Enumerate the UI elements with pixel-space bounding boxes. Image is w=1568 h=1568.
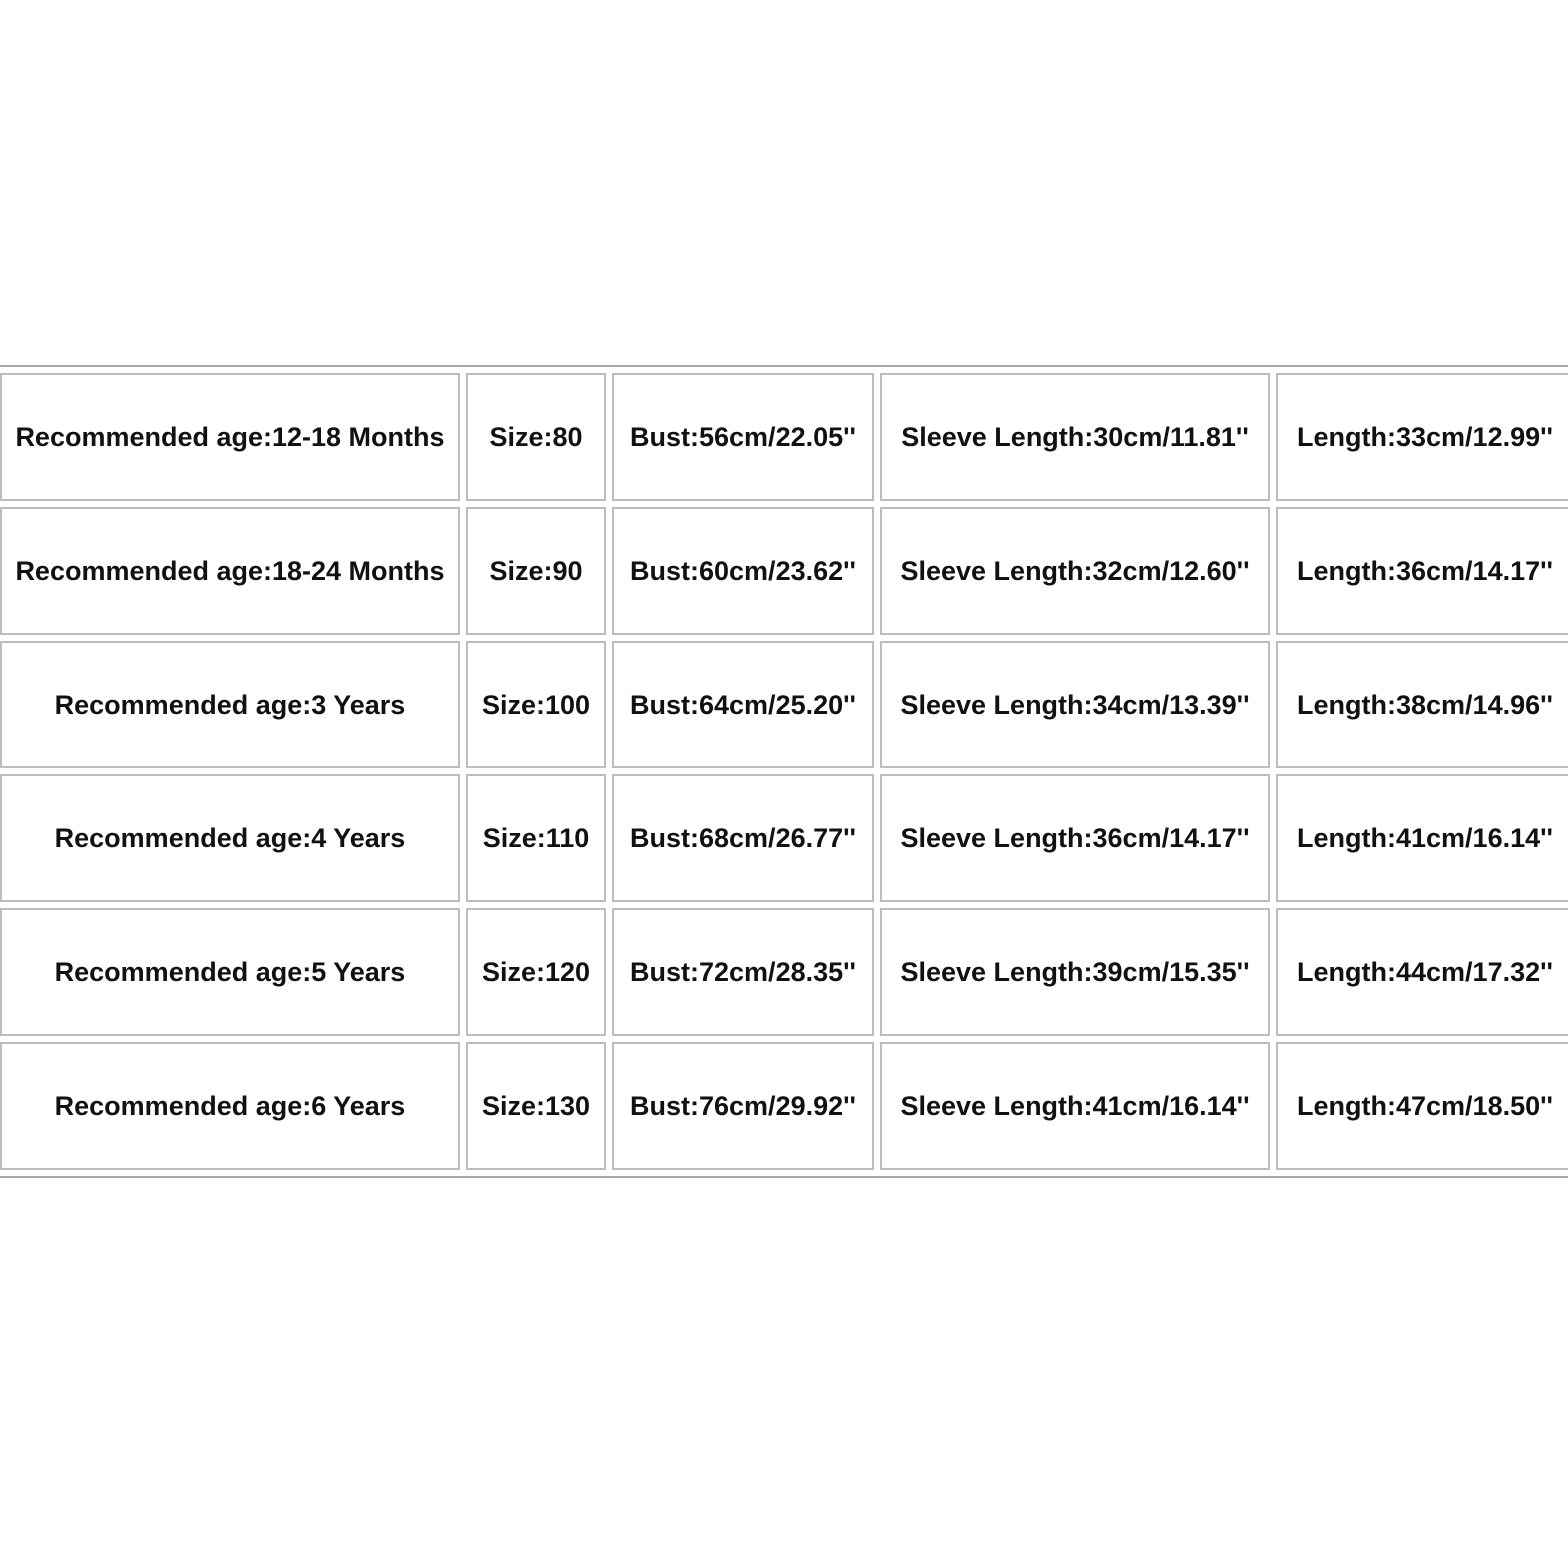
length-cell: Length:41cm/16.14'' [1276, 774, 1568, 902]
table-row [0, 641, 1568, 769]
length-cell: Length:47cm/18.50'' [1276, 1042, 1568, 1170]
sleeve-length-cell: Sleeve Length:36cm/14.17'' [880, 774, 1270, 902]
size-cell: Size:130 [466, 1042, 606, 1170]
bust-cell: Bust:68cm/26.77'' [612, 774, 874, 902]
table-row [0, 507, 1568, 635]
size-cell: Size:80 [466, 373, 606, 501]
age-cell: Recommended age:3 Years [0, 641, 460, 769]
table-row [0, 373, 1568, 501]
sleeve-length-cell: Sleeve Length:39cm/15.35'' [880, 908, 1270, 1036]
age-cell: Recommended age:4 Years [0, 774, 460, 902]
age-cell: Recommended age:6 Years [0, 1042, 460, 1170]
size-cell: Size:90 [466, 507, 606, 635]
length-cell: Length:33cm/12.99'' [1276, 373, 1568, 501]
bust-cell: Bust:72cm/28.35'' [612, 908, 874, 1036]
length-cell: Length:36cm/14.17'' [1276, 507, 1568, 635]
age-cell: Recommended age:12-18 Months [0, 373, 460, 501]
bust-cell: Bust:56cm/22.05'' [612, 373, 874, 501]
table-row [0, 774, 1568, 902]
bust-cell: Bust:76cm/29.92'' [612, 1042, 874, 1170]
sleeve-length-cell: Sleeve Length:34cm/13.39'' [880, 641, 1270, 769]
sleeve-length-cell: Sleeve Length:41cm/16.14'' [880, 1042, 1270, 1170]
size-cell: Size:110 [466, 774, 606, 902]
table-row [0, 1042, 1568, 1170]
bust-cell: Bust:60cm/23.62'' [612, 507, 874, 635]
size-cell: Size:100 [466, 641, 606, 769]
length-cell: Length:38cm/14.96'' [1276, 641, 1568, 769]
length-cell: Length:44cm/17.32'' [1276, 908, 1568, 1036]
bust-cell: Bust:64cm/25.20'' [612, 641, 874, 769]
sleeve-length-cell: Sleeve Length:32cm/12.60'' [880, 507, 1270, 635]
age-cell: Recommended age:18-24 Months [0, 507, 460, 635]
age-cell: Recommended age:5 Years [0, 908, 460, 1036]
table-row [0, 908, 1568, 1036]
size-chart-table [0, 365, 1568, 1178]
size-cell: Size:120 [466, 908, 606, 1036]
sleeve-length-cell: Sleeve Length:30cm/11.81'' [880, 373, 1270, 501]
